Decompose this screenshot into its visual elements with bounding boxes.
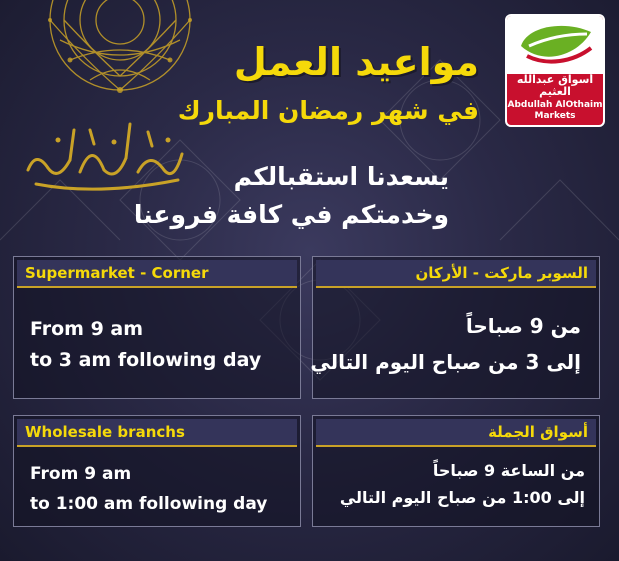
wholesale-card-title-arabic: أسواق الجملة <box>316 419 596 447</box>
logo-name-english <box>507 100 603 122</box>
wholesale-closing-time-arabic: إلى 1:00 من صباح اليوم التالي <box>339 488 585 507</box>
supermarket-card-title-arabic: السوبر ماركت - الأركان <box>316 260 596 288</box>
welcome-message <box>134 158 449 234</box>
wholesale-opening-time-arabic: من الساعة 9 صباحاً <box>432 461 585 480</box>
supermarket-hours-card-arabic <box>312 256 600 399</box>
leaf-icon <box>507 16 603 74</box>
supermarket-card-body-arabic <box>310 288 599 380</box>
supermarket-card-body <box>14 288 300 376</box>
wholesale-opening-time: From 9 am <box>30 464 132 484</box>
logo-name-arabic: أسواق عبدالله العثيم <box>516 73 594 98</box>
wholesale-card-title: Wholesale branchs <box>17 419 297 447</box>
page-title: مواعيد العمل <box>233 40 479 84</box>
supermarket-closing-time: to 3 am following day <box>30 349 262 371</box>
welcome-line-2: وخدمتكم في كافة فروعنا <box>133 200 449 229</box>
wholesale-card-body <box>14 447 300 519</box>
logo-name-english-line1: Abdullah AlOthaim <box>507 100 603 110</box>
supermarket-opening-time: From 9 am <box>30 318 144 340</box>
mandala-ornament <box>0 0 230 110</box>
wholesale-hours-card-english <box>13 415 301 527</box>
supermarket-opening-time-arabic: من 9 صباحاً <box>465 314 581 338</box>
wholesale-closing-time: to 1:00 am following day <box>30 494 268 514</box>
page-subtitle: في شهر رمضان المبارك <box>177 96 479 125</box>
welcome-line-1: يسعدنا استقبالكم <box>233 162 449 191</box>
logo-top-panel <box>507 16 603 74</box>
wholesale-hours-card-arabic <box>312 415 600 527</box>
supermarket-closing-time-arabic: إلى 3 من صباح اليوم التالي <box>310 350 581 374</box>
supermarket-card-title: Supermarket - Corner <box>17 260 297 288</box>
supermarket-hours-card-english <box>13 256 301 399</box>
logo-name-english-line2: Markets <box>534 111 576 121</box>
othaim-logo <box>505 14 605 127</box>
wholesale-card-body-arabic <box>313 447 599 511</box>
